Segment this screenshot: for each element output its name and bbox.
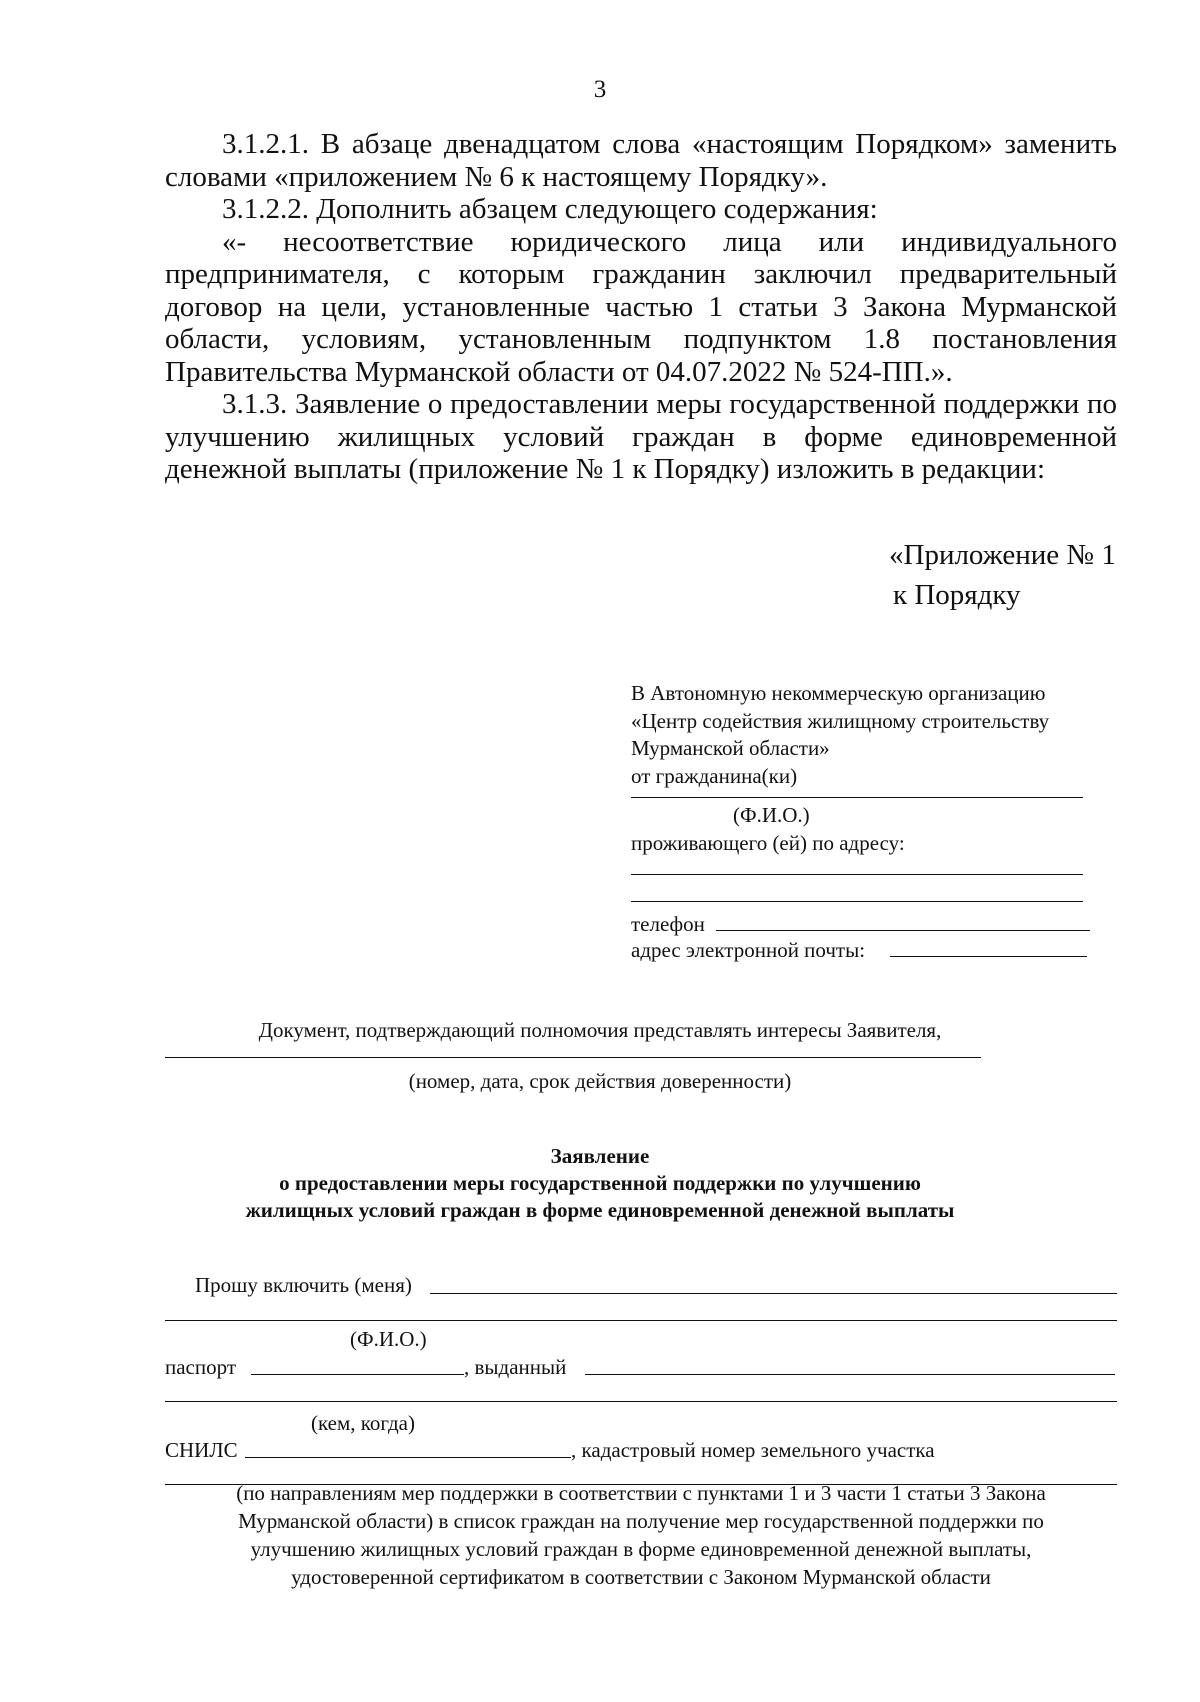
cadastral-label: , кадастровый номер земельного участка: [571, 1438, 935, 1462]
address-label: проживающего (ей) по адресу:: [631, 831, 905, 855]
address-field-line-1[interactable]: [631, 874, 1083, 875]
issued-field-line-2[interactable]: [165, 1401, 1117, 1402]
snils-field-line[interactable]: [245, 1457, 571, 1458]
body-text: [165, 128, 1117, 486]
addressee-line-1: В Автономную некоммерческую организацию: [631, 681, 1046, 705]
page-number: 3: [593, 76, 607, 103]
paragraph-3-1-3: 3.1.3. Заявление о предоставлении меры государственной поддержки по улучшению жилищных условий граждан в форме единовременной денежной выплаты (приложение № 1 к Порядку) изложить в редакции:: [165, 388, 1117, 485]
issued-caption: (кем, когда): [311, 1411, 415, 1435]
addressee-line-4: от гражданина(ки): [631, 763, 798, 788]
paragraph-3-1-2-2: 3.1.2.2. Дополнить абзацем следующего содержания:: [222, 193, 878, 225]
request-fio-caption: (Ф.И.О.): [350, 1327, 427, 1351]
addressee-block: [631, 680, 1101, 790]
phone-field-line[interactable]: [716, 930, 1090, 931]
addressee-line-2: «Центр содействия жилищному строительству: [631, 708, 1050, 733]
representative-caption: (номер, дата, срок действия доверенности): [408, 1069, 792, 1093]
representative-label: Документ, подтверждающий полномочия представлять интересы Заявителя,: [258, 1018, 942, 1042]
paragraph-inserted-clause: «- несоответствие юридического лица или индивидуального предпринимателя, с которым гражданин заключил предварительный договор на цели, установленные частью 1 статьи 3 Закона Мурманской области, условиям, установленным подпунктом 1.8 постановления Правительства Мурманской области от 04.07.2022 № 524-ПП.».: [165, 225, 1117, 388]
passport-field-line[interactable]: [251, 1374, 464, 1375]
phone-label: телефон: [631, 912, 705, 936]
title-line-2: о предоставлении меры государственной поддержки по улучшению: [279, 1171, 921, 1195]
address-field-line-2[interactable]: [631, 901, 1083, 902]
email-label: адрес электронной почты:: [631, 938, 866, 962]
passport-label: паспорт: [165, 1355, 237, 1379]
application-title: [0, 1143, 1200, 1224]
issued-field-line[interactable]: [585, 1374, 1115, 1375]
note-line-1: (по направлениям мер поддержки в соответствии с пунктами 1 и 3 части 1 статьи 3 Закона: [236, 1481, 1046, 1505]
title-line-1: Заявление: [550, 1144, 650, 1168]
appendix-heading: [889, 535, 1116, 615]
fio-caption: (Ф.И.О.): [733, 803, 810, 827]
addressee-line-3: Мурманской области»: [631, 736, 830, 760]
appendix-line-1: «Приложение № 1: [889, 539, 1116, 571]
title-line-3: жилищных условий граждан в форме единовременной денежной выплаты: [245, 1198, 955, 1222]
fio-field-line[interactable]: [631, 797, 1083, 798]
issued-label: , выданный: [464, 1355, 567, 1379]
note-block: [165, 1479, 1117, 1591]
note-line-3: улучшению жилищных условий граждан в форме единовременной денежной выплаты,: [250, 1537, 1032, 1561]
paragraph-3-1-2-1: 3.1.2.1. В абзаце двенадцатом слова «настоящим Порядком» заменить словами «приложением № 6 к настоящему Порядку».: [165, 128, 1117, 193]
request-field-line-2[interactable]: [165, 1320, 1117, 1321]
request-field-line[interactable]: [430, 1293, 1117, 1294]
representative-field-line[interactable]: [165, 1057, 981, 1058]
request-label: Прошу включить (меня): [195, 1273, 412, 1297]
email-field-line[interactable]: [890, 956, 1087, 957]
note-line-2: Мурманской области) в список граждан на получение мер государственной поддержки по: [238, 1509, 1044, 1533]
note-line-4: удостоверенной сертификатом в соответствии с Законом Мурманской области: [291, 1565, 991, 1589]
appendix-line-2: к Порядку: [893, 579, 1021, 611]
snils-label: СНИЛС: [165, 1438, 238, 1462]
